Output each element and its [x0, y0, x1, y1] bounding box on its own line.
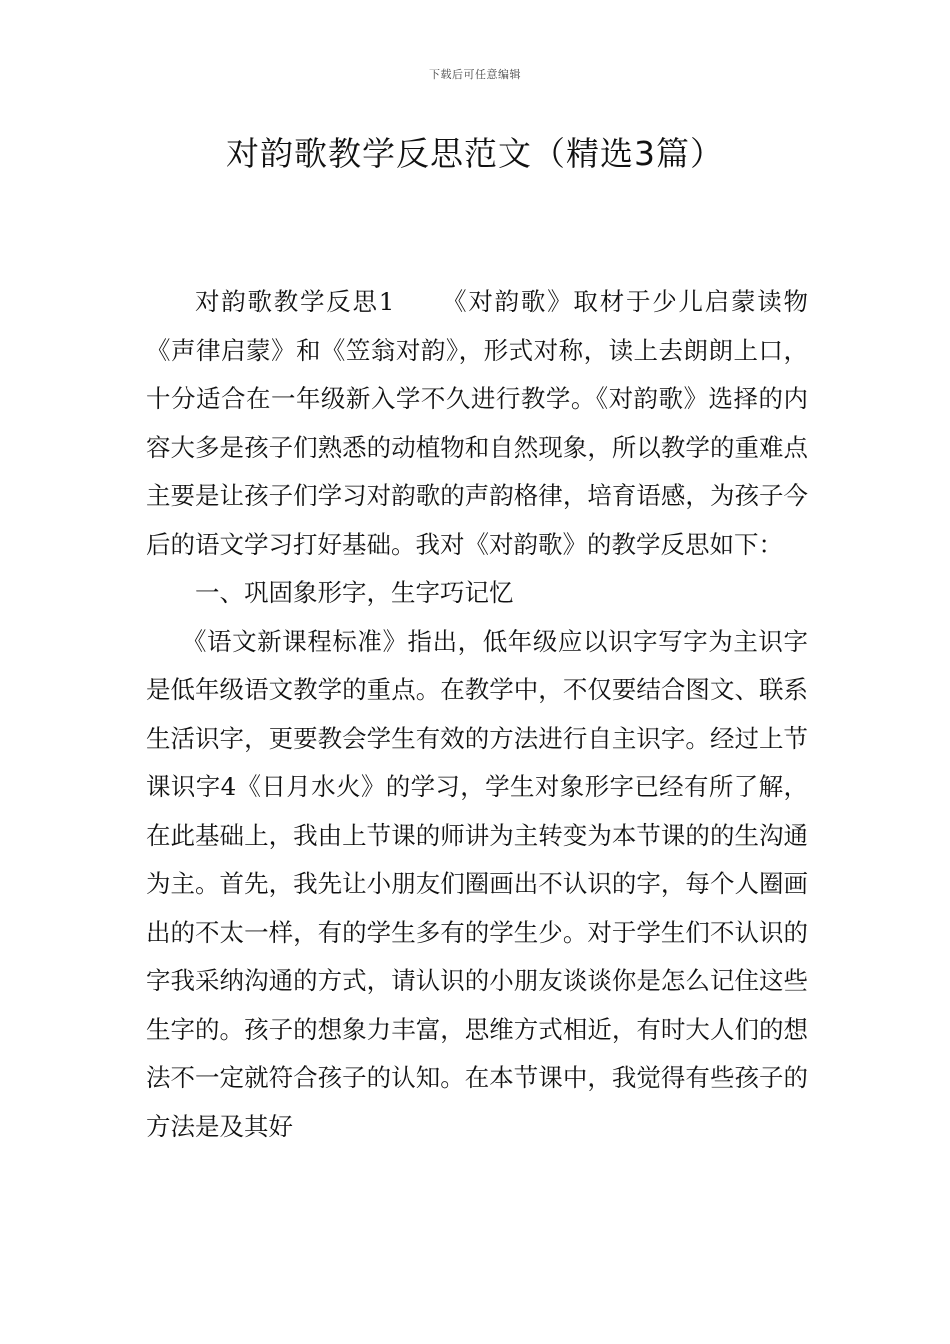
point-heading: 一、巩固象形字，生字巧记忆 — [195, 578, 514, 607]
point-paragraph: 《语文新课程标准》指出，低年级应以识字写字为主识字是低年级语文教学的重点。在教学中，不仅要结合图文、联系生活识字，更要教会学生有效的方法进行自主识字。经过上节课识字4《日月水火》的学习，学生对象形字已经有所了解，在此基础上，我由上节课的师讲为主转变为本节课的的生沟通为主。首先，我先让小朋友们圈画出不认识的字，每个人圈画出的不太一样，有的学生多有的学生少。对于学生们不认识的字我采纳沟通的方式，请认识的小朋友谈谈你是怎么记住这些生字的。孩子的想象力丰富，思维方式相近，有时大人们的想法不一定就符合孩子的认知。在本节课中，我觉得有些孩子的方法是及其好 — [146, 626, 808, 1141]
intro-text: 《对韵歌》取材于少儿启蒙读物《声律启蒙》和《笠翁对韵》，形式对称，读上去朗朗上口，十分适合在一年级新入学不久进行教学。《对韵歌》选择的内容大多是孩子们熟悉的动植物和自然现象，所以教学的重难点主要是让孩子们学习对韵歌的声韵格律，培育语感，为孩子今后的语文学习打好基础。我对《对韵歌》的教学反思如下： — [146, 287, 808, 559]
document-body — [146, 278, 808, 1151]
section-heading: 对韵歌教学反思1 — [195, 287, 395, 316]
document-title: 对韵歌教学反思范文（精选3篇） — [226, 134, 724, 173]
intro-paragraph — [146, 278, 808, 569]
header-note: 下载后可任意编辑 — [429, 68, 521, 81]
